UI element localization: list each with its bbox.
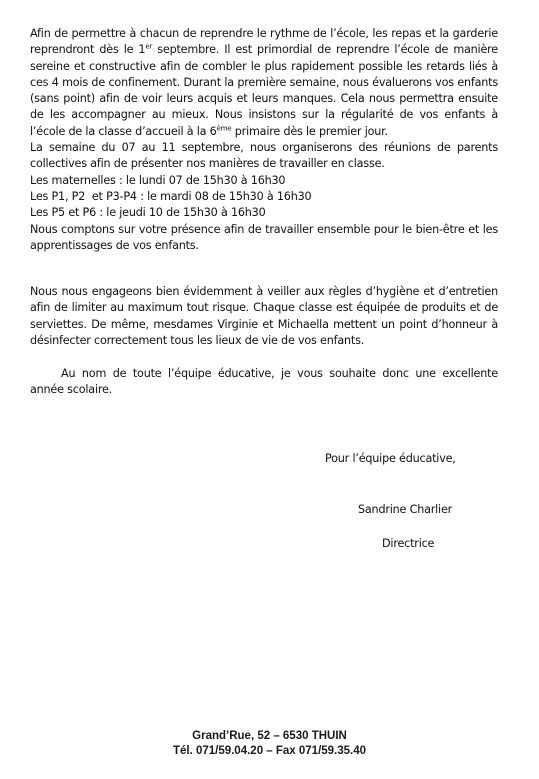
footer-address: Grand’Rue, 52 – 6530 THUIN xyxy=(192,730,347,742)
letter-body xyxy=(30,26,498,254)
signature-for-line: Pour l’équipe éducative, xyxy=(325,452,456,465)
footer-phone: Tél. 071/59.04.20 – Fax 071/59.35.40 xyxy=(172,745,367,757)
ordinal-suffix-eme: ème xyxy=(216,124,232,133)
paragraph-closing: Au nom de toute l’équipe éducative, je vous souhaite donc une excellente année scolaire. xyxy=(30,367,498,397)
schedule-line-maternelles: Les maternelles : le lundi 07 de 15h30 à 16h30 xyxy=(30,173,286,187)
letter-body-hygiene xyxy=(30,284,498,349)
intro-text-part-1: Afin de permettre à chacun de reprendre le rythme de l’école, les repas et la garderie reprendront dès le 1 xyxy=(30,27,498,57)
intro-text-part-2: septembre. Il est primordial de reprendre l’école de manière sereine et constructive afin de combler le plus rapidement possible les retards liés à ces 4 mois de confinement. Durant la première semaine, nous évaluerons vos enfants (sans point) afin de voir leurs acquis et leurs manques. Cela nous permettra ensuite de les accompagner au mieux. Nous insistons sur la régularité de vos enfants à l’école de la classe d’accueil à la 6 xyxy=(30,43,498,138)
signature-name: Sandrine Charlier xyxy=(358,503,453,516)
schedule-line-p1-p4: Les P1, P2 et P3-P4 : le mardi 08 de 15h30 à 16h30 xyxy=(30,189,312,203)
letter-body-closing xyxy=(30,366,498,399)
paragraph-hygiene: Nous nous engageons bien évidemment à veiller aux règles d’hygiène et d’entretien afin de limiter au maximum tout risque. Chaque classe est équipée de produits et de serviettes. De même, mesdames Virginie et Michaella mettent un point d’honneur à désinfecter correctement tous les lieux de vie de vos enfants. xyxy=(30,285,498,347)
ordinal-suffix-er: er xyxy=(145,42,153,51)
schedule-line-p5-p6: Les P5 et P6 : le jeudi 10 de 15h30 à 16h30 xyxy=(30,206,266,220)
paragraph-presence: Nous comptons sur votre présence afin de travailler ensemble pour le bien-être et les apprentissages de vos enfants. xyxy=(30,222,498,252)
paragraph-intro xyxy=(30,26,498,140)
intro-text-part-3: primaire dès le premier jour. xyxy=(231,124,388,138)
paragraph-meetings: La semaine du 07 au 11 septembre, nous organiserons des réunions de parents collectives afin de présenter nos manières de travailler en classe. xyxy=(30,141,498,171)
signature-title: Directrice xyxy=(382,537,435,550)
